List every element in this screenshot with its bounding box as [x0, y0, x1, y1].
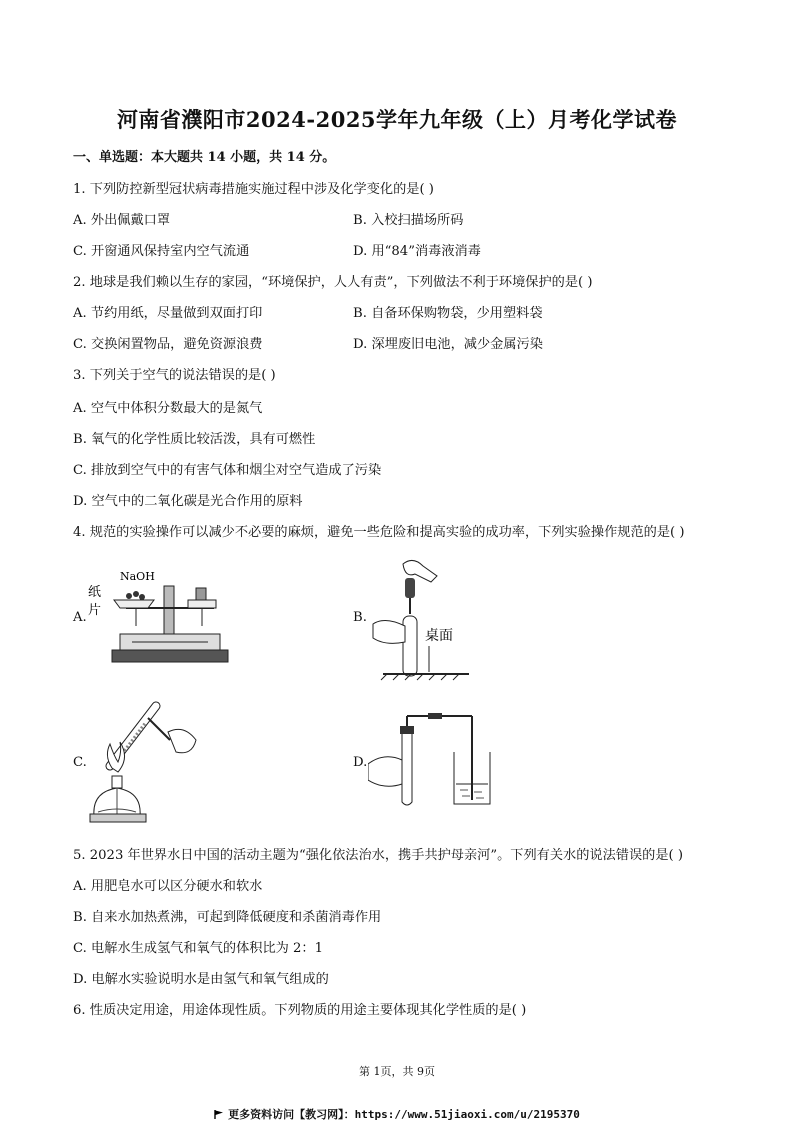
question-5-option-b: B. 自来水加热煮沸，可起到降低硬度和杀菌消毒作用 — [73, 910, 382, 925]
question-2-stem: 2. 地球是我们赖以生存的家园，“环境保护，人人有责”，下列做法不利于环境保护的是( ) — [73, 275, 593, 290]
question-1-option-a: A. 外出佩戴口罩 — [73, 213, 171, 228]
page-title: 河南省濮阳市2024-2025学年九年级（上）月考化学试卷 — [116, 107, 678, 132]
question-3-option-b: B. 氧气的化学性质比较活泼，具有可燃性 — [73, 432, 316, 447]
question-4-label-b: B. — [353, 610, 367, 625]
question-3-option-c: C. 排放到空气中的有害气体和烟尘对空气造成了污染 — [73, 463, 382, 478]
desk-label: 桌面 — [425, 628, 453, 644]
paper-label-2: 片 — [88, 603, 102, 618]
section-heading: 一、单选题：本大题共 14 小题，共 14 分。 — [73, 150, 336, 165]
question-4-label-a: A. — [73, 610, 87, 625]
question-5-option-d: D. 电解水实验说明水是由氢气和氧气组成的 — [73, 972, 329, 987]
question-5-stem: 5. 2023 年世界水日中国的活动主题为“强化依法治水，携手共护母亲河”。下列有关水的说法错误的是( ) — [73, 848, 683, 863]
question-3-stem: 3. 下列关于空气的说法错误的是( ) — [73, 368, 276, 383]
question-1-option-d: D. 用“84”消毒液消毒 — [353, 244, 481, 259]
page-footer: 第 1页，共 9页 — [359, 1065, 435, 1078]
question-4-label-d: D. — [353, 755, 368, 770]
balance-scale-figure — [84, 566, 234, 666]
promo-link[interactable]: 更多资料访问【教习网】：https://www.51jiaoxi.com/u/2195370 — [228, 1108, 580, 1121]
dropper-figure — [365, 556, 475, 681]
question-4-stem: 4. 规范的实验操作可以减少不必要的麻烦，避免一些危险和提高实验的成功率，下列实验操作规范的是( ) — [73, 525, 685, 540]
question-1-stem: 1. 下列防控新型冠状病毒措施实施过程中涉及化学变化的是( ) — [73, 182, 434, 197]
paper-label-1: 纸 — [88, 585, 102, 600]
promo-banner[interactable] — [0, 1106, 794, 1122]
question-6-stem: 6. 性质决定用途，用途体现性质。下列物质的用途主要体现其化学性质的是( ) — [73, 1003, 527, 1018]
question-3-option-a: A. 空气中体积分数最大的是氮气 — [73, 401, 263, 416]
question-5-option-c: C. 电解水生成氢气和氧气的体积比为 2：1 — [73, 941, 323, 956]
question-5-option-a: A. 用肥皂水可以区分硬水和软水 — [73, 879, 263, 894]
question-2-option-d: D. 深埋废旧电池，减少金属污染 — [353, 337, 543, 352]
question-2-option-a: A. 节约用纸，尽量做到双面打印 — [73, 306, 263, 321]
question-4-label-c: C. — [73, 755, 87, 770]
naoh-label: NaOH — [120, 570, 155, 583]
heating-tube-figure — [88, 696, 208, 831]
airtightness-check-figure — [368, 712, 498, 812]
question-3-option-d: D. 空气中的二氧化碳是光合作用的原料 — [73, 494, 303, 509]
question-1-option-c: C. 开窗通风保持室内空气流通 — [73, 244, 250, 259]
flag-icon — [214, 1110, 224, 1119]
question-1-option-b: B. 入校扫描场所码 — [353, 213, 464, 228]
question-2-option-c: C. 交换闲置物品，避免资源浪费 — [73, 337, 263, 352]
question-2-option-b: B. 自备环保购物袋，少用塑料袋 — [353, 306, 543, 321]
